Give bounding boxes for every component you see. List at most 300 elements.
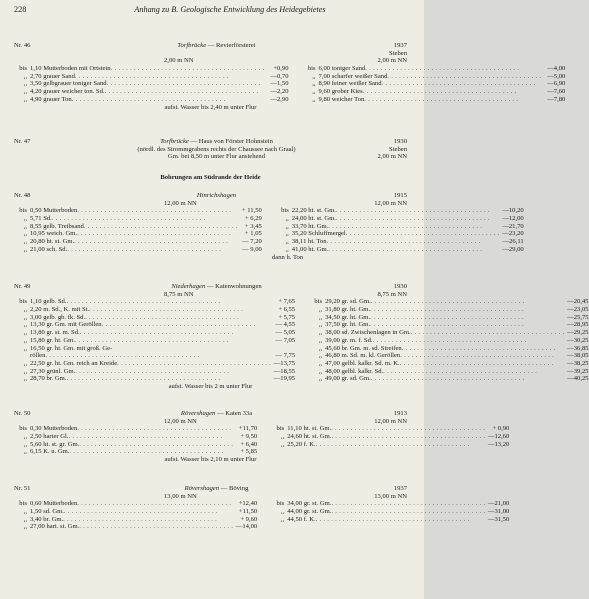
layer-row	[14, 425, 257, 433]
dot-leader: . . . . . . . . . . . . . . . . . . . . . . . . . . . . . . . . . . . . . . . .	[79, 523, 234, 531]
depth-prefix: ,,	[23, 359, 27, 367]
dot-leader: . . . . . . . . . . . . . . . . . . . . . . . . . . . . . . . . . . . . . . . .	[79, 440, 234, 448]
depth-prefix: bis	[307, 65, 316, 73]
page-number: 228	[14, 5, 27, 14]
dot-leader: . . . . . . . . . . . . . . . . . . . . . . . . . . . . . . . . . . . . . . . .	[370, 375, 525, 383]
elevation-value: + 0,90	[492, 425, 510, 433]
layer-row	[14, 223, 262, 231]
layer-row	[271, 425, 509, 433]
layer-row	[309, 345, 588, 353]
elevation-value: —21,70	[502, 222, 524, 230]
elevation-value: —2,90	[270, 95, 289, 103]
elevation-value: —12,00	[502, 215, 524, 223]
dot-leader: . . . . . . . . . . . . . . . . . . . . . . . . . . . . . . . . . . . . . . . .	[83, 222, 238, 230]
dot-leader: . . . . . . . . . . . . . . . . . . . . . . . . . . . . . . . . . . . . . . . .	[63, 508, 218, 516]
entry-number: Nr. 49	[14, 283, 31, 290]
layer-description: 27,00 hart. st. Gm.	[30, 523, 80, 531]
elevation-value: —38,05	[567, 352, 589, 360]
depth-prefix: ,,	[23, 88, 27, 96]
place-name: Hinrichshagen	[196, 192, 237, 199]
depth-prefix: bis	[281, 207, 289, 215]
depth-prefix: ,,	[318, 306, 323, 314]
dot-leader: . . . . . . . . . . . . . . . . . . . . . . . . . . . . . . . . . . . . . . . .	[75, 367, 230, 375]
dot-leader: . . . . . . . . . . . . . . . . . . . . . . . . . . . . . . . . . . . . . . . .	[104, 88, 259, 96]
dot-leader: . . . . . . . . . . . . . . . . . . . . . . . . . . . . . . . . . . . . . . . .	[117, 359, 272, 367]
dot-leader: . . . . . . . . . . . . . . . . . . . . . . . . . . . . . . . . . . . . . . . .	[89, 306, 244, 314]
dot-leader: . . . . . . . . . . . . . . . . . . . . . . . . . . . . . . . . . . . . . . . .	[331, 433, 486, 441]
elevation-value: —23,05	[567, 306, 589, 314]
dot-leader: . . . . . . . . . . . . . . . . . . . . . . . . . . . . . . . . . . . . . . . .	[69, 448, 224, 456]
dot-leader: . . . . . . . . . . . . . . . . . . . . . . . . . . . . . . . . . . . . . . . .	[315, 515, 470, 523]
depth-prefix: ,,	[318, 344, 323, 352]
layer-row	[14, 230, 262, 238]
elevation-value: + 5,85	[240, 448, 258, 456]
elevation-value: —28,95	[567, 321, 589, 329]
surface-height: 12,00 m NN	[164, 199, 197, 207]
layer-row	[271, 508, 509, 516]
section-heading	[14, 174, 407, 182]
running-head: Anhang zu B. Geologische Entwicklung des Heidegebietes	[134, 5, 326, 14]
layer-description: 10,95 weich. Gm.	[30, 230, 78, 238]
dot-leader: . . . . . . . . . . . . . . . . . . . . . . . . . . . . . . . . . . . . . . . .	[410, 329, 565, 337]
layer-column-left	[14, 425, 263, 456]
dot-leader: . . . . . . . . . . . . . . . . . . . . . . . . . . . . . . . . . . . . . . . .	[369, 306, 524, 314]
layer-row	[14, 433, 257, 441]
layer-column-left	[14, 207, 268, 253]
entry-nr48	[14, 192, 524, 261]
depth-prefix: ,,	[23, 344, 27, 352]
layer-description: 1,10 gelb. Sd.	[30, 298, 67, 306]
layer-column-left	[14, 298, 301, 383]
elevation-value: —13,75	[273, 359, 296, 367]
layer-description: 48,00 gelbl. kalkr. Sd.	[325, 367, 384, 375]
entry-nr49	[14, 283, 589, 391]
elevation-value: + 9,60	[240, 515, 258, 523]
layer-row	[303, 88, 566, 96]
elevation-value: — 4,55	[275, 321, 296, 329]
layer-row	[14, 448, 257, 456]
surface-height: 12,00 m NN	[374, 417, 407, 425]
layer-row	[14, 65, 289, 73]
layer-description: 4,90 grauer Ton	[30, 95, 72, 103]
depth-prefix: bis	[276, 425, 285, 433]
layer-description: 22,50 gr. ht. Gm. reich an Kreide	[30, 359, 118, 367]
depth-prefix: ,,	[23, 440, 27, 448]
layer-row	[14, 337, 295, 345]
elevation-value: + 7,65	[278, 298, 296, 306]
dot-leader: . . . . . . . . . . . . . . . . . . . . . . . . . . . . . . . . . . . . . . . .	[401, 344, 556, 352]
site-name: — Haus von Förster Hohnstein	[190, 138, 273, 145]
depth-prefix: ,,	[285, 230, 289, 238]
layer-description: 5,71 Sd.	[30, 215, 52, 223]
layer-row	[309, 375, 588, 383]
depth-prefix: ,,	[23, 336, 27, 344]
layer-row	[14, 88, 289, 96]
elevation-value: —19,95	[273, 375, 296, 383]
depth-prefix: ,,	[280, 440, 285, 448]
entry-nr50	[14, 410, 510, 464]
dot-leader: . . . . . . . . . . . . . . . . . . . . . . . . . . . . . . . . . . . . . . . .	[372, 336, 527, 344]
page-header	[14, 5, 406, 17]
layer-row	[14, 306, 295, 314]
layer-description: 37,50 gr. ht. Gm.	[325, 321, 370, 329]
surface-height: 12,00 m NN	[374, 199, 407, 207]
layer-row	[309, 329, 588, 337]
elevation-value: + 6,55	[278, 306, 296, 314]
layer-description: 2,50 harter Gl.	[30, 433, 69, 441]
elevation-value: —1,50	[270, 80, 289, 88]
layer-row	[14, 345, 295, 353]
dot-leader: . . . . . . . . . . . . . . . . . . . . . . . . . . . . . . . . . . . . . . . .	[331, 425, 486, 433]
layer-description: 20,80 ht. st. Gm.	[30, 238, 75, 246]
site-name: — Katen 33a	[216, 410, 253, 417]
location-note: (nördl. des Strommgrabens rechts der Chaussee nach Graal)	[137, 145, 296, 153]
dot-leader: . . . . . . . . . . . . . . . . . . . . . . . . . . . . . . . . . . . . . . . .	[331, 500, 486, 508]
layer-description: 6,00 toniger Sand	[318, 65, 366, 73]
entry-nr46	[14, 42, 566, 111]
elevation-value: —29,25	[567, 329, 589, 337]
dot-leader: . . . . . . . . . . . . . . . . . . . . . . . . . . . . . . . . . . . . . . . .	[67, 245, 222, 253]
depth-prefix: ,,	[318, 359, 323, 367]
dot-leader: . . . . . . . . . . . . . . . . . . . . . . . . . . . . . . . . . . . . . . . .	[68, 433, 223, 441]
dot-leader: . . . . . . . . . . . . . . . . . . . . . . . . . . . . . . . . . . . . . . . .	[74, 238, 229, 246]
depth-prefix: bis	[19, 425, 27, 433]
layer-description: 27,30 grünl. Gm.	[30, 367, 76, 375]
elevation-value: —5,00	[547, 72, 566, 80]
depth-prefix: ,,	[23, 448, 27, 456]
depth-prefix: ,,	[312, 88, 316, 96]
entry-title	[66, 138, 367, 146]
layer-row	[303, 73, 566, 81]
layer-description: 6,15 K. u. Gm.	[30, 448, 70, 456]
layer-description: 22,20 ht. st. Gm.	[291, 207, 336, 215]
entry-number: Nr. 46	[14, 42, 31, 49]
driller-name: Steben	[389, 145, 407, 153]
elevation-value: —40,25	[567, 375, 589, 383]
layer-row	[14, 246, 262, 254]
dot-leader: . . . . . . . . . . . . . . . . . . . . . . . . . . . . . . . . . . . . . . . .	[331, 508, 486, 516]
dot-leader: . . . . . . . . . . . . . . . . . . . . . . . . . . . . . . . . . . . . . . . .	[74, 72, 229, 80]
layer-description: 2,20 m. Sd., K. mit St.	[30, 306, 90, 314]
layer-row	[14, 352, 295, 360]
layer-row	[14, 500, 257, 508]
layer-row	[309, 306, 588, 314]
site-name: — Böving	[220, 485, 249, 492]
layer-description: 33,70 ht. Gm.	[291, 222, 329, 230]
depth-prefix: ,,	[23, 306, 27, 314]
dot-leader: . . . . . . . . . . . . . . . . . . . . . . . . . . . . . . . . . . . . . . . .	[381, 80, 536, 88]
layer-description: 38,00 sd. Zwischenlagen in Gm.	[325, 329, 411, 337]
layer-description: 13,80 gr. st. m. Sd.	[30, 329, 80, 337]
layer-description: 3,00 gelb. gb. fk. Sd.	[30, 313, 86, 321]
depth-prefix: ,,	[285, 245, 289, 253]
dot-leader: . . . . . . . . . . . . . . . . . . . . . . . . . . . . . . . . . . . . . . . .	[101, 321, 256, 329]
dot-leader: . . . . . . . . . . . . . . . . . . . . . . . . . . . . . . . . . . . . . . . .	[400, 352, 555, 360]
layer-description: 24,60 ht. st. Gm.	[287, 433, 332, 441]
layer-row	[309, 298, 588, 306]
place-name: Rövershagen	[180, 410, 216, 417]
water-note: aufst. Wasser bis 2,10 m unter Flur	[164, 456, 257, 464]
marl-note: Gm. bei 8,50 m unter Flur anstehend	[167, 153, 266, 161]
dot-leader: . . . . . . . . . . . . . . . . . . . . . . . . . . . . . . . . . . . . . . . .	[106, 80, 261, 88]
layer-description: 34,50 gr. ht. Gm.	[325, 313, 370, 321]
layer-description: 44,00 gr. st. Gm.	[287, 508, 332, 516]
layer-column-right	[268, 207, 524, 253]
depth-prefix: ,,	[23, 367, 27, 375]
layer-row	[276, 238, 524, 246]
depth-prefix: ,,	[318, 375, 323, 383]
elevation-value: —10,20	[502, 207, 524, 215]
layer-row	[276, 230, 524, 238]
layer-column-right	[263, 500, 509, 531]
layer-row	[14, 516, 257, 524]
entry-nr47	[14, 138, 407, 161]
layer-column-right	[301, 298, 588, 383]
layer-row	[14, 238, 262, 246]
depth-prefix: ,,	[285, 215, 289, 223]
dot-leader: . . . . . . . . . . . . . . . . . . . . . . . . . . . . . . . . . . . . . . . .	[79, 329, 234, 337]
water-note: aufst. Wasser bis 2,40 m unter Flur	[164, 103, 257, 111]
dot-leader: . . . . . . . . . . . . . . . . . . . . . . . . . . . . . . . . . . . . . . . .	[85, 313, 240, 321]
water-note: aufst. Wasser bis 2 m unter Flur	[168, 382, 253, 390]
elevation-value: —23,20	[502, 230, 524, 238]
elevation-value: +0,90	[273, 65, 289, 73]
dot-leader: . . . . . . . . . . . . . . . . . . . . . . . . . . . . . . . . . . . . . . . .	[315, 440, 470, 448]
entry-title	[66, 42, 367, 50]
elevation-value: +12,40	[238, 500, 258, 508]
depth-prefix: ,,	[23, 222, 27, 230]
layer-description: 29,20 gr. sd. Gm.	[325, 298, 371, 306]
entry-title	[66, 410, 367, 418]
layer-description: 8,55 gelb. Treibsand	[30, 222, 84, 230]
dot-leader: . . . . . . . . . . . . . . . . . . . . . . . . . . . . . . . . . . . . . . . .	[63, 515, 218, 523]
elevation-value: + 6,40	[240, 440, 258, 448]
entry-year: 1937	[393, 42, 407, 49]
depth-prefix: ,,	[23, 515, 27, 523]
entry-nr51	[14, 485, 510, 531]
dot-leader: . . . . . . . . . . . . . . . . . . . . . . . . . . . . . . . . . . . . . . . .	[51, 215, 206, 223]
layer-description: 45,60 br. Gm. m. sd. Streifen	[325, 344, 402, 352]
depth-prefix: ,,	[318, 329, 323, 337]
layer-description: 5,60 ht. st. gr. Gm.	[30, 440, 80, 448]
depth-prefix: ,,	[23, 375, 27, 383]
layer-description: 0,50 Mutterboden	[30, 207, 78, 215]
layer-row	[14, 329, 295, 337]
layer-description: 47,00 gelbl. kalkr. Sd. m. K.	[325, 359, 400, 367]
layer-row	[276, 246, 524, 254]
layer-row	[271, 500, 509, 508]
after-note: dann h. Ton	[272, 253, 304, 261]
dot-leader: . . . . . . . . . . . . . . . . . . . . . . . . . . . . . . . . . . . . . . . .	[387, 72, 542, 80]
dot-leader: . . . . . . . . . . . . . . . . . . . . . . . . . . . . . . . . . . . . . . . .	[66, 298, 221, 306]
dot-leader: . . . . . . . . . . . . . . . . . . . . . . . . . . . . . . . . . . . . . . . .	[335, 215, 490, 223]
layer-description: 13,30 gr. Gm. mit Geröllen	[30, 321, 102, 329]
layer-row	[14, 375, 295, 383]
layer-description: 9,80 weicher Ton	[318, 95, 365, 103]
entry-number: Nr. 51	[14, 485, 31, 492]
layer-row	[14, 360, 295, 368]
elevation-value: + 3,45	[244, 222, 262, 230]
layer-column-left	[14, 65, 295, 103]
layer-description: 3,50 gelbgrauer toniger Sand	[30, 80, 107, 88]
dot-leader: . . . . . . . . . . . . . . . . . . . . . . . . . . . . . . . . . . . . . . . .	[77, 207, 232, 215]
driller-name: Steben	[389, 49, 407, 57]
layer-row	[309, 360, 588, 368]
entry-year: 1913	[393, 410, 407, 417]
elevation-value: + 9,50	[240, 433, 258, 441]
elevation-value: —13,20	[487, 440, 510, 448]
depth-prefix: bis	[314, 298, 323, 306]
depth-prefix: ,,	[23, 433, 27, 441]
elevation-value: —21,00	[487, 500, 510, 508]
elevation-value: + 5,75	[278, 313, 296, 321]
layer-description: 25,20 f. K.	[287, 440, 316, 448]
layer-column-right	[295, 65, 566, 103]
depth-prefix: ,,	[23, 508, 27, 516]
depth-prefix: bis	[19, 500, 27, 508]
layer-row	[309, 337, 588, 345]
depth-prefix: ,,	[280, 433, 285, 441]
elevation-value: —30,25	[567, 336, 589, 344]
place-name: Niederhagen	[171, 283, 206, 290]
elevation-value: —7,80	[547, 95, 566, 103]
entry-year: 1930	[393, 138, 407, 145]
depth-prefix: ,,	[23, 72, 27, 80]
elevation-value: — 7,20	[242, 238, 262, 246]
layer-row	[303, 65, 566, 73]
elevation-value: + 11,50	[241, 207, 262, 215]
layer-row	[14, 321, 295, 329]
layer-description: 1,50 sd. Gm.	[30, 508, 64, 516]
elevation-value: —20,45	[567, 298, 589, 306]
depth-prefix: bis	[19, 298, 27, 306]
dot-leader: . . . . . . . . . . . . . . . . . . . . . . . . . . . . . . . . . . . . . . . .	[362, 88, 517, 96]
dot-leader: . . . . . . . . . . . . . . . . . . . . . . . . . . . . . . . . . . . . . . . .	[77, 230, 232, 238]
layer-description: 9,60 grober Kies	[318, 88, 363, 96]
layer-row	[309, 314, 588, 322]
layer-column-left	[14, 500, 263, 531]
dot-leader: . . . . . . . . . . . . . . . . . . . . . . . . . . . . . . . . . . . . . . . .	[45, 352, 200, 360]
entry-title	[66, 485, 367, 493]
depth-prefix: ,,	[312, 72, 316, 80]
layer-row	[14, 96, 289, 104]
surface-height: 13,00 m NN	[374, 492, 407, 500]
place-name: Rövershagen	[184, 485, 220, 492]
place-name: Torfbrücke	[160, 138, 189, 145]
layer-column-right	[263, 425, 509, 456]
layer-description: 0,30 Mutterboden	[30, 425, 78, 433]
layer-description: röllen	[30, 352, 46, 360]
depth-prefix: ,,	[23, 80, 27, 88]
layer-row	[14, 314, 295, 322]
dot-leader: . . . . . . . . . . . . . . . . . . . . . . . . . . . . . . . . . . . . . . . .	[335, 207, 490, 215]
dot-leader: . . . . . . . . . . . . . . . . . . . . . . . . . . . . . . . . . . . . . . . .	[77, 500, 232, 508]
elevation-value: —7,60	[547, 88, 566, 96]
depth-prefix: ,,	[318, 313, 323, 321]
layer-row	[309, 352, 588, 360]
surface-height: 8,75 m NN	[164, 290, 194, 298]
depth-prefix: ,,	[285, 222, 289, 230]
elevation-value: — 7,05	[275, 336, 296, 344]
elevation-value: —0,70	[270, 72, 289, 80]
place-name: Torfbrücke	[177, 42, 207, 49]
layer-description: 0,60 Mutterboden	[30, 500, 78, 508]
depth-prefix: ,,	[23, 230, 27, 238]
layer-description: 11,10 ht. st. Gm.	[287, 425, 332, 433]
dot-leader: . . . . . . . . . . . . . . . . . . . . . . . . . . . . . . . . . . . . . . . .	[345, 230, 500, 238]
depth-prefix: ,,	[23, 238, 27, 246]
elevation-value: +11,50	[238, 508, 258, 516]
dot-leader: . . . . . . . . . . . . . . . . . . . . . . . . . . . . . . . . . . . . . . . .	[369, 313, 524, 321]
surface-height: 2,00 m NN	[164, 57, 194, 65]
layer-row	[271, 516, 509, 524]
site-name: — Katenwohnungen	[206, 283, 262, 290]
dot-leader: . . . . . . . . . . . . . . . . . . . . . . . . . . . . . . . . . . . . . . . .	[365, 65, 520, 73]
dot-leader: . . . . . . . . . . . . . . . . . . . . . . . . . . . . . . . . . . . . . . . .	[364, 95, 519, 103]
section-title: Bohrungen am Südrande der Heide	[160, 174, 261, 181]
layer-description: 44,50 f. K.	[287, 515, 316, 523]
depth-prefix: ,,	[23, 321, 27, 329]
surface-height: 12,00 m NN	[164, 417, 197, 425]
layer-description: 34,00 gr. st. Gm.	[287, 500, 332, 508]
layer-description: 31,80 gr. ht. Gm.	[325, 306, 370, 314]
layer-description: 4,20 grauer weicher ton. Sd.	[30, 88, 105, 96]
elevation-value: —31,50	[487, 515, 510, 523]
layer-description: 24,00 ht. st. Gm.	[291, 215, 336, 223]
depth-prefix: ,,	[23, 215, 27, 223]
elevation-value: —31,00	[487, 508, 510, 516]
elevation-value: —38,25	[567, 359, 589, 367]
layer-row	[14, 73, 289, 81]
layer-description: 8,90 feiner weißer Sand	[318, 80, 382, 88]
elevation-value: — 9,00	[242, 245, 262, 253]
dot-leader: . . . . . . . . . . . . . . . . . . . . . . . . . . . . . . . . . . . . . . . .	[383, 367, 538, 375]
layer-row	[14, 523, 257, 531]
layer-row	[14, 207, 262, 215]
elevation-value: + 1,05	[244, 230, 262, 238]
dot-leader: . . . . . . . . . . . . . . . . . . . . . . . . . . . . . . . . . . . . . . . .	[66, 375, 221, 383]
elevation-value: —26,11	[502, 238, 524, 246]
depth-prefix: ,,	[23, 329, 27, 337]
depth-prefix: ,,	[280, 508, 285, 516]
depth-prefix: ,,	[285, 238, 289, 246]
elevation-value: — 7,75	[275, 352, 296, 360]
layer-row	[14, 215, 262, 223]
elevation-value: —4,00	[547, 65, 566, 73]
layer-row	[271, 433, 509, 441]
site-name: — Revierförsterei	[207, 42, 256, 49]
layer-description: 46,80 m. Sd. m. kl. Geröllen	[325, 352, 401, 360]
depth-prefix: ,,	[312, 80, 316, 88]
dot-leader: . . . . . . . . . . . . . . . . . . . . . . . . . . . . . . . . . . . . . . . .	[328, 245, 483, 253]
entry-number: Nr. 50	[14, 410, 31, 417]
elevation-value: + 6,29	[244, 215, 262, 223]
depth-prefix: ,,	[318, 367, 323, 375]
entry-number: Nr. 47	[14, 138, 31, 145]
layer-row	[303, 80, 566, 88]
depth-prefix: ,,	[23, 95, 27, 103]
depth-prefix: bis	[19, 207, 27, 215]
layer-description: 2,70 grauer Sand	[30, 72, 75, 80]
dot-leader: . . . . . . . . . . . . . . . . . . . . . . . . . . . . . . . . . . . . . . . .	[370, 298, 525, 306]
entry-year: 1915	[393, 192, 407, 199]
layer-description: 39,00 gr. m. f. Sd.	[325, 336, 373, 344]
dot-leader: . . . . . . . . . . . . . . . . . . . . . . . . . . . . . . . . . . . . . . . .	[74, 336, 229, 344]
dot-leader: . . . . . . . . . . . . . . . . . . . . . . . . . . . . . . . . . . . . . . . .	[77, 425, 232, 433]
layer-description: 38,11 ht. Ton	[291, 238, 327, 246]
layer-description: 16,50 gr. ht. Gm. mit groß. Ge-	[30, 344, 113, 352]
depth-prefix: ,,	[318, 336, 323, 344]
